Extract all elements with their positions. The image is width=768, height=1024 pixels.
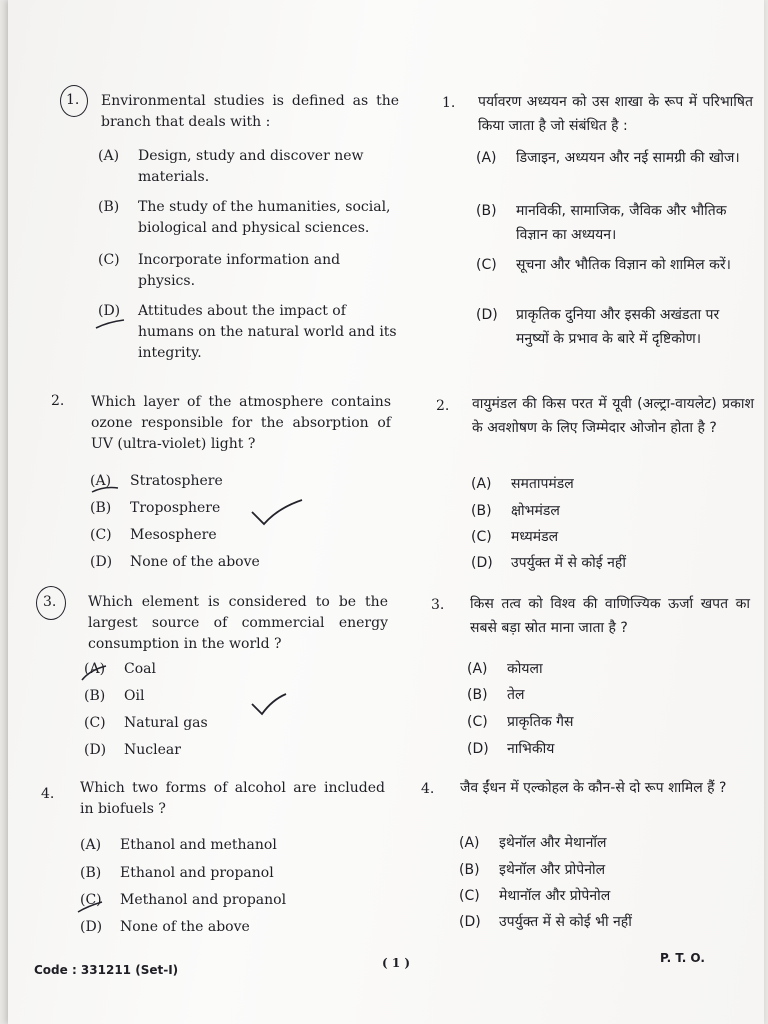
option-label: (A) xyxy=(459,835,480,851)
option-label: (D) xyxy=(90,554,113,570)
option-text: Incorporate information and physics. xyxy=(138,252,341,289)
underline-pen-mark xyxy=(76,900,106,914)
question-text: पर्यावरण अध्ययन को उस शाखा के रूप में परिभाषित किया जाता है जो संबंधित है : xyxy=(478,94,753,134)
question-text: वायुमंडल की किस परत में यूवी (अल्ट्रा-वायलेट) प्रकाश के अवशोषण के लिए जिम्मेदार ओजोन होता है ? xyxy=(472,396,754,436)
underline-pen-mark xyxy=(94,318,126,330)
exam-page xyxy=(8,0,764,1024)
checkmark-icon xyxy=(248,496,304,528)
question-number: 3. xyxy=(43,594,57,610)
option-label: (C) xyxy=(98,252,120,268)
option-label: (D) xyxy=(98,303,121,319)
option-text: The study of the humanities, social, biological and physical sciences. xyxy=(138,199,391,236)
question-number: 1. xyxy=(66,92,80,108)
option-text: मध्यमंडल xyxy=(511,529,559,545)
option-text: उपर्युक्त में से कोई भी नहीं xyxy=(499,914,632,930)
option-label: (A) xyxy=(90,473,112,489)
page-number: ( 1 ) xyxy=(382,956,411,970)
option-label: (D) xyxy=(471,555,493,571)
option-text: डिजाइन, अध्ययन और नई सामग्री की खोज। xyxy=(516,150,740,166)
option-text: कोयला xyxy=(507,661,543,677)
underline-pen-mark xyxy=(80,664,110,682)
option-label: (B) xyxy=(476,203,497,219)
option-label: (D) xyxy=(84,742,107,758)
option-label: (C) xyxy=(476,257,497,273)
option-text: Natural gas xyxy=(124,715,208,731)
option-label: (C) xyxy=(90,527,112,543)
option-text: Stratosphere xyxy=(130,473,223,489)
option-text: Coal xyxy=(124,661,156,677)
option-label: (B) xyxy=(467,687,488,703)
option-text: Troposphere xyxy=(130,500,221,516)
option-text: सूचना और भौतिक विज्ञान को शामिल करें। xyxy=(516,257,731,273)
option-label: (C) xyxy=(459,888,480,904)
question-number: 1. xyxy=(442,95,456,111)
question-number: 3. xyxy=(431,597,445,613)
question-number: 4. xyxy=(421,781,435,797)
option-label: (B) xyxy=(471,503,492,519)
option-text: Ethanol and methanol xyxy=(120,837,277,853)
option-text: नाभिकीय xyxy=(507,741,555,757)
question-text: Which two forms of alcohol are included in biofuels ? xyxy=(80,780,385,817)
question-number: 2. xyxy=(51,393,65,409)
option-text: इथेनॉल और मेथानॉल xyxy=(499,835,607,851)
option-text: मानविकी, सामाजिक, जैविक और भौतिक विज्ञान का अध्ययन। xyxy=(516,203,727,243)
option-label: (A) xyxy=(476,150,497,166)
option-label: (D) xyxy=(80,919,103,935)
option-label: (C) xyxy=(467,714,488,730)
option-label: (D) xyxy=(459,914,481,930)
option-label: (A) xyxy=(467,661,488,677)
option-label: (B) xyxy=(80,865,102,881)
option-text: मेथानॉल और प्रोपेनोल xyxy=(499,888,611,904)
paper-code: Code : 331211 (Set-I) xyxy=(34,963,179,977)
question-text: Which layer of the atmosphere contains ozone responsible for the absorption of UV (ultra-violet) light ? xyxy=(91,394,391,452)
option-label: (B) xyxy=(90,500,112,516)
option-text: Attitudes about the impact of humans on the natural world and its integrity. xyxy=(138,303,397,361)
option-label: (B) xyxy=(459,862,480,878)
question-text: Which element is considered to be the largest source of commercial energy consumption in the world ? xyxy=(88,594,388,652)
option-label: (D) xyxy=(476,307,498,323)
option-text: Design, study and discover new materials. xyxy=(138,148,364,185)
checkmark-icon xyxy=(248,690,288,718)
option-label: (A) xyxy=(80,837,102,853)
option-text: तेल xyxy=(507,687,525,703)
option-label: (C) xyxy=(84,715,106,731)
option-text: प्राकृतिक दुनिया और इसकी अखंडता पर मनुष्यों के प्रभाव के बारे में दृष्टिकोण। xyxy=(516,307,720,347)
option-text: Ethanol and propanol xyxy=(120,865,274,881)
option-text: समतापमंडल xyxy=(511,476,574,492)
question-number: 2. xyxy=(436,398,450,414)
please-turn-over: P. T. O. xyxy=(660,951,705,965)
option-label: (C) xyxy=(471,529,492,545)
option-text: None of the above xyxy=(130,554,260,570)
option-text: Mesosphere xyxy=(130,527,217,543)
option-label: (A) xyxy=(471,476,492,492)
option-label: (D) xyxy=(467,741,489,757)
underline-pen-mark xyxy=(90,484,120,494)
question-number: 4. xyxy=(41,786,55,802)
option-text: Oil xyxy=(124,688,145,704)
option-text: प्राकृतिक गैस xyxy=(507,714,574,730)
option-label: (A) xyxy=(98,148,120,164)
option-label: (A) xyxy=(84,661,106,677)
option-label: (C) xyxy=(80,892,102,908)
option-text: उपर्युक्त में से कोई नहीं xyxy=(511,555,626,571)
option-text: इथेनॉल और प्रोपेनोल xyxy=(499,862,606,878)
question-text: किस तत्व को विश्व की वाणिज्यिक ऊर्जा खपत का सबसे बड़ा स्रोत माना जाता है ? xyxy=(470,596,750,636)
question-text: Environmental studies is defined as the branch that deals with : xyxy=(101,93,399,130)
option-label: (B) xyxy=(98,199,120,215)
option-text: Methanol and propanol xyxy=(120,892,287,908)
option-text: क्षोभमंडल xyxy=(511,503,560,519)
question-text: जैव ईंधन में एल्कोहल के कौन-से दो रूप शामिल हैं ? xyxy=(460,780,727,796)
option-text: Nuclear xyxy=(124,742,181,758)
option-label: (B) xyxy=(84,688,106,704)
option-text: None of the above xyxy=(120,919,250,935)
